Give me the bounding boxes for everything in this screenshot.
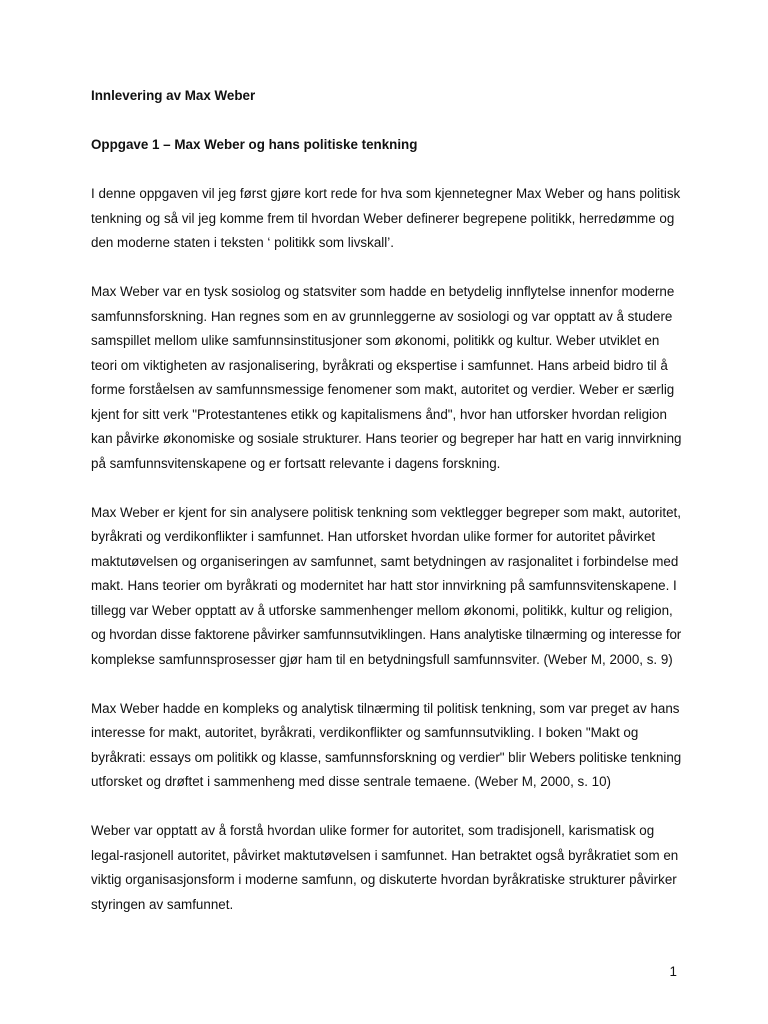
paragraph-line: teori om viktigheten av rasjonalisering, byråkrati og ekspertise i samfunnet. Hans arbeid bidro til å xyxy=(91,357,668,373)
paragraph-line: Weber var opptatt av å forstå hvordan ulike former for autoritet, som tradisjonell, karismatisk og xyxy=(91,823,655,838)
paragraph-line: byråkrati og verdikonflikter i samfunnet. Han utforsket hvordan ulike former for autoritet påvirket xyxy=(91,529,656,544)
task-heading: Oppgave 1 – Max Weber og hans politiske tenkning xyxy=(91,137,418,152)
paragraph-line: byråkrati: essays om politikk og klasse, samfunnsforskning og verdier" blir Webers politiske tenkning xyxy=(91,749,682,765)
paragraph-intro xyxy=(91,182,681,256)
paragraph-line: kjent for sitt verk "Protestantenes etikk og kapitalismens ånd", hvor han utforsker hvordan religion xyxy=(91,406,667,422)
paragraph-line: utforsket og drøftet i sammenheng med disse sentrale temaene. (Weber M, 2000, s. 10) xyxy=(91,774,612,789)
page-number: 1 xyxy=(669,964,677,979)
document-body xyxy=(91,84,681,917)
paragraph-political-thought xyxy=(91,501,681,673)
paragraph-line: Max Weber var en tysk sosiolog og statsviter som hadde en betydelig innflytelse innenfor moderne xyxy=(91,284,675,299)
paragraph-line: forme forståelsen av samfunnsmessige fenomener som makt, autoritet og verdier. Weber er særlig xyxy=(91,382,675,397)
paragraph-line: legal-rasjonell autoritet, påvirket maktutøvelsen i samfunnet. Han betraktet også byråkratiet som en xyxy=(91,847,679,863)
paragraph-line: komplekse samfunnsprosesser gjør ham til en betydningsfull samfunnsviter. (Weber M, 2000, s. 9) xyxy=(91,651,673,667)
paragraph-line: samfunnsforskning. Han regnes som en av grunnleggerne av sosiologi og var opptatt av å studere xyxy=(91,308,673,324)
paragraph-line: makt. Hans teorier om byråkrati og modernitet har hatt stor innvirkning på samfunnsvitenskapene. I xyxy=(91,578,677,593)
paragraph-line: samspillet mellom ulike samfunnsinstitusjoner som økonomi, politikk og kultur. Weber utviklet en xyxy=(91,333,660,348)
paragraph-authority xyxy=(91,819,681,917)
paragraph-line: tillegg var Weber opptatt av å utforske sammenhenger mellom økonomi, politikk, kultur og religion, xyxy=(91,602,673,618)
paragraph-line: viktig organisasjonsform i moderne samfunn, og diskuterte hvordan byråkratiske strukturer påvirker xyxy=(91,872,677,887)
paragraph-line: tenkning og så vil jeg komme frem til hvordan Weber definerer begrepene politikk, herredømme og xyxy=(91,210,675,226)
paragraph-line: maktutøvelsen og organiseringen av samfunnet, samt betydningen av rasjonalitet i forbindelse med xyxy=(91,553,679,569)
paragraph-line: Max Weber er kjent for sin analysere politisk tenkning som vektlegger begreper som makt, autoritet, xyxy=(91,504,681,520)
paragraph-line: interesse for makt, autoritet, byråkrati, verdikonflikter og samfunnsutvikling. I boken "Makt og xyxy=(91,725,639,740)
paragraph-line: I denne oppgaven vil jeg først gjøre kort rede for hva som kjennetegner Max Weber og hans politisk xyxy=(91,186,681,201)
paragraph-line: på samfunnsvitenskapene og er fortsatt relevante i dagens forskning. xyxy=(91,455,501,471)
paragraph-analytical-approach xyxy=(91,697,681,795)
paragraph-line: og hvordan disse faktorene påvirker samfunnsutviklingen. Hans analytiske tilnærming og interesse for xyxy=(91,627,682,642)
paragraph-line: Max Weber hadde en kompleks og analytisk tilnærming til politisk tenkning, som var preget av hans xyxy=(91,700,680,716)
paragraph-weber-background xyxy=(91,280,681,476)
document-title: Innlevering av Max Weber xyxy=(91,88,256,103)
paragraph-line: styringen av samfunnet. xyxy=(91,896,234,912)
paragraph-line: kan påvirke økonomiske og sosiale strukturer. Hans teorier og begreper har hatt en varig innvirkning xyxy=(91,431,682,446)
paragraph-line: den moderne staten i teksten ‘ politikk som livskall’. xyxy=(91,235,394,250)
